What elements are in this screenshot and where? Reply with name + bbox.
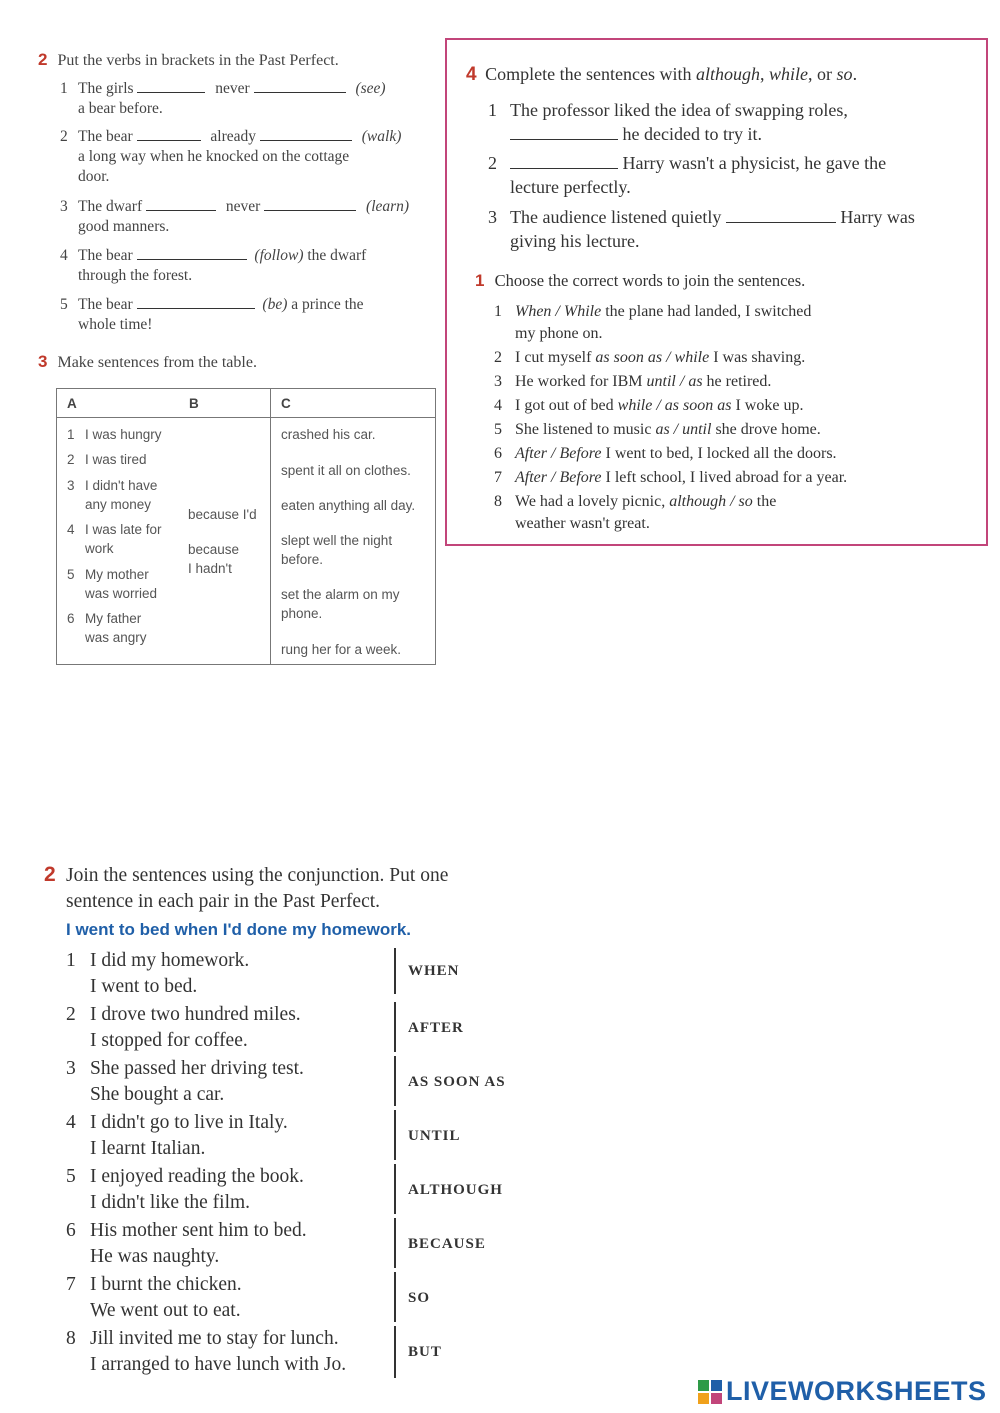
table-a-4: 4 I was late for work [67,522,162,556]
table-b-3: I hadn't [188,561,232,576]
s2-item-2: 2 The bear already (walk) a long way when he knocked on the cottage door. [60,128,402,185]
s1-item-5: 5 She listened to music as / until she drove home. [494,421,821,438]
conjunction-after: AFTER [408,1020,464,1036]
table-c-1: crashed his car. [281,427,376,442]
s1-item-8: 8 We had a lovely picnic, although / so the [494,493,777,510]
s1-item-4: 4 I got out of bed while / as soon as I woke up. [494,397,804,414]
s4-item-3: 3 The audience listened quietly Harry was giving his lecture. [488,207,915,251]
logo-icon [698,1380,722,1404]
answer-blank[interactable] [264,196,356,211]
choice-option[interactable]: After / Before [515,469,602,486]
divider-line [394,1164,396,1214]
answer-blank[interactable] [510,151,618,169]
table-header-a: A [67,396,77,411]
s1-heading: 1 Choose the correct words to join the sentences. [475,271,806,290]
table-c-2: spent it all on clothes. [281,463,411,478]
answer-blank[interactable] [137,294,255,309]
b2-heading: 2 Join the sentences using the conjunction. Put one sentence in each pair in the Past Perfect. [44,863,449,912]
choice-option[interactable]: After / Before [515,445,602,462]
table-b-1: because I'd [188,507,257,522]
table-divider [270,389,271,664]
answer-blank[interactable] [137,126,201,141]
b2-pair-6: 6 His mother sent him to bed. He was naughty. [66,1220,307,1267]
table-a-6: 6 My father was angry [67,611,147,645]
choice-option[interactable]: as soon as / while [595,349,710,366]
table-c-3: eaten anything all day. [281,498,416,513]
s1-item-6: 6 After / Before I went to bed, I locked all the doors. [494,445,837,462]
divider-line [394,1272,396,1322]
answer-blank[interactable] [726,205,836,223]
answer-blank[interactable] [146,196,216,211]
b2-pair-7: 7 I burnt the chicken. We went out to eat. [66,1274,242,1321]
table-header-c: C [281,396,291,411]
s2-item-5: 5 The bear (be) a prince the whole time! [60,296,364,333]
divider-line [394,1002,396,1052]
s1-item-1-cont: my phone on. [515,325,603,342]
divider-line [394,948,396,994]
table-a-2: 2 I was tired [67,452,147,467]
b2-pair-8: 8 Jill invited me to stay for lunch. I arranged to have lunch with Jo. [66,1328,347,1375]
answer-blank[interactable] [510,122,618,140]
s2-title: Put the verbs in brackets in the Past Perfect. [57,52,339,69]
s2-item-3: 3 The dwarf never (learn) good manners. [60,198,410,235]
b2-pair-1: 1 I did my homework. I went to bed. [66,950,250,997]
choice-option[interactable]: although / so [669,493,753,510]
s1-item-1: 1 When / While the plane had landed, I switched [494,303,812,320]
s1-item-3: 3 He worked for IBM until / as he retired. [494,373,772,390]
table-a-5: 5 My mother was worried [67,567,158,601]
s3-heading [38,352,257,372]
s2-number: 2 [38,50,48,69]
b2-pair-2: 2 I drove two hundred miles. I stopped for coffee. [66,1004,301,1051]
divider-line [394,1056,396,1106]
conjunction-so: SO [408,1290,431,1306]
table-header [57,389,435,418]
s4-item-2: 2 Harry wasn't a physicist, he gave the lecture perfectly. [488,153,887,197]
logo-text: LIVEWORKSHEETS [726,1376,987,1406]
s1-item-8-cont: weather wasn't great. [515,515,650,532]
answer-blank[interactable] [254,78,346,93]
b2-pair-4: 4 I didn't go to live in Italy. I learnt Italian. [66,1112,288,1159]
choice-option[interactable]: until / as [646,373,703,390]
choice-option[interactable]: as / until [655,421,712,438]
divider-line [394,1326,396,1378]
s2-item-4: 4 The bear (follow) the dwarf through the forest. [60,247,367,284]
b2-pair-3: 3 She passed her driving test. She bought a car. [66,1058,304,1105]
conjunction-until: UNTIL [408,1128,461,1144]
conjunction-because: BECAUSE [408,1236,486,1252]
table-b-2: because [188,542,240,557]
s4-item-1: 1 The professor liked the idea of swapping roles, he decided to try it. [488,100,848,144]
conjunction-as-soon-as: AS SOON AS [408,1074,506,1090]
table-header-b: B [189,396,199,411]
s1-item-7: 7 After / Before I left school, I lived abroad for a year. [494,469,848,486]
s1-list [494,300,974,536]
divider-line [394,1110,396,1160]
b2-example: I went to bed when I'd done my homework. [66,920,412,939]
s2-heading [38,50,339,70]
conjunction-but: BUT [408,1344,442,1360]
choice-option[interactable]: When / While [515,303,602,320]
s1-number: 1 [475,271,485,290]
s4-number: 4 [466,64,477,85]
conjunction-when: WHEN [408,963,460,979]
table-a-3: 3 I didn't have any money [67,478,158,512]
s3-table [56,388,436,665]
b2-number: 2 [44,863,56,886]
answer-blank[interactable] [137,245,247,260]
table-c-4: slept well the night before. [281,533,393,567]
s3-title: Make sentences from the table. [57,354,257,371]
table-a-1: 1 I was hungry [67,427,162,442]
s2-item-1: 1 The girls never (see) a bear before. [60,80,386,117]
s3-number: 3 [38,352,48,371]
answer-blank[interactable] [260,126,352,141]
choice-option[interactable]: while / as soon as [617,397,732,414]
s1-item-2: 2 I cut myself as soon as / while I was shaving. [494,349,806,366]
table-c-5: set the alarm on my phone. [281,587,400,621]
b2-pair-5: 5 I enjoyed reading the book. I didn't like the film. [66,1166,304,1213]
table-c-6: rung her for a week. [281,642,402,657]
liveworksheets-logo [698,1376,987,1407]
conjunction-although: ALTHOUGH [408,1182,503,1198]
answer-blank[interactable] [137,78,205,93]
divider-line [394,1218,396,1268]
s4-heading: 4 Complete the sentences with although, while, or so. [466,64,858,85]
